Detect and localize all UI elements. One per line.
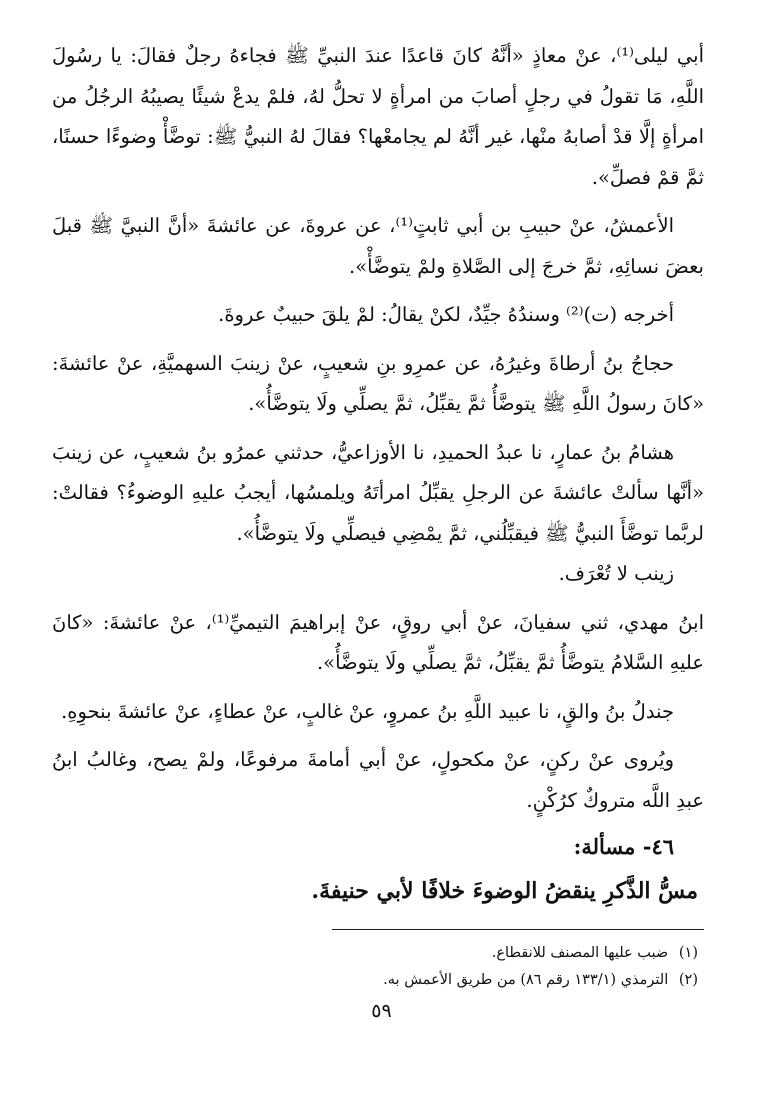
- paragraph-1: أبي ليلى⁽¹⁾، عنْ معاذٍ «أنَّهُ كانَ قاعدًا عندَ النبيِّ ﷺ فجاءهُ رجلٌ فقالَ: يا رسُولَ اللَّهِ، مَا تقولُ في رجلٍ أصابَ من امرأةٍ لا تحلُّ لهُ، فلمْ يدعْ شيئًا يصيبُهُ الرجُلُ من امرأةٍ إلَّا قدْ أصابهُ منْها، غير أنَّهُ لم يجامعْها؟ فقالَ لهُ النبيُّ ﷺ: توضَّأْ وضوءًا حسنًا، ثمَّ قمْ فصلِّ».: [52, 44, 704, 189]
- paragraph-7: ابنُ مهدي، ثني سفيانَ، عنْ أبي روقٍ، عنْ إبراهيمَ التيميِّ⁽¹⁾، عنْ عائشةَ: «كانَ عليهِ السَّلامُ يتوضَّأُ ثمَّ يقبِّلُ، ثمَّ يصلِّي ولَا يتوضَّأُ».: [52, 610, 704, 674]
- section-heading: ٤٦- مسألة:: [573, 834, 674, 859]
- page-content: [52, 36, 704, 1066]
- paragraph-6: زينب لا تُعْرَف.: [558, 562, 674, 585]
- paragraph-2: الأعمشُ، عنْ حبيبِ بن أبي ثابتٍ⁽¹⁾، عن عروةَ، عن عائشةَ «أنَّ النبيَّ ﷺ قبلَ بعضَ نسائِهِ، ثمَّ خرجَ إلى الصَّلاةِ ولمْ يتوضَّأْ».: [52, 214, 704, 278]
- paragraph-3: أخرجه (ت)⁽²⁾ وسندُهُ جيِّدٌ، لكنْ يقالُ: لمْ يلقَ حبيبٌ عروةَ.: [218, 303, 674, 326]
- footnote-text: ضبب عليها المصنف للانقطاع.: [491, 945, 669, 961]
- footnote-1: [52, 940, 698, 967]
- section-subheading: مسُّ الذَّكرِ ينقضُ الوضوءَ خلافًا لأبي حنيفةَ.: [311, 878, 698, 904]
- paragraph-9: ويُروى عنْ ركنٍ، عنْ مكحولٍ، عنْ أبي أمامةَ مرفوعًا، ولمْ يصح، وغالبُ ابنُ عبدِ اللَّه متروكٌ كرُكْنٍ.: [52, 748, 704, 812]
- footnote-divider: [332, 929, 704, 930]
- paragraph-4: حجاجُ بنُ أرطاةَ وغيرُهُ، عن عمرِو بنِ شعيبٍ، عنْ زينبَ السهميَّةِ، عنْ عائشةَ: «كانَ رسولُ اللَّهِ ﷺ يتوضَّأُ ثمَّ يقبِّلُ، ثمَّ يصلِّي ولَا يتوضَّأُ».: [52, 351, 704, 415]
- paragraph-5: هشامُ بنُ عمارٍ، نا عبدُ الحميدِ، نا الأوزاعيُّ، حدثني عمرُو بنُ شعيبٍ، عن زينبَ «أنَّها سألتْ عائشةَ عن الرجلِ يقبِّلُ امرأتَهُ ويلمسُها، أيجبُ عليهِ الوضوءُ؟ فقالتْ: لربَّما توضَّأَ النبيُّ ﷺ فيقبِّلُني، ثمَّ يمْضِي فيصلِّي ولَا يتوضَّأُ».: [52, 440, 704, 545]
- page-number: ٥٩: [371, 1000, 392, 1022]
- paragraph-8: جندلُ بنُ والقٍ، نا عبيد اللَّهِ بنُ عمروٍ، عنْ غالبٍ، عنْ عطاءٍ، عنْ عائشةَ بنحوِهِ.: [61, 699, 674, 723]
- footnote-number: (٢): [678, 972, 698, 988]
- footnote-2: [52, 967, 698, 994]
- footnote-number: (١): [678, 945, 698, 961]
- footnote-text: الترمذي (١٣٣/١ رقم ٨٦) من طريق الأعمش به.: [383, 972, 669, 988]
